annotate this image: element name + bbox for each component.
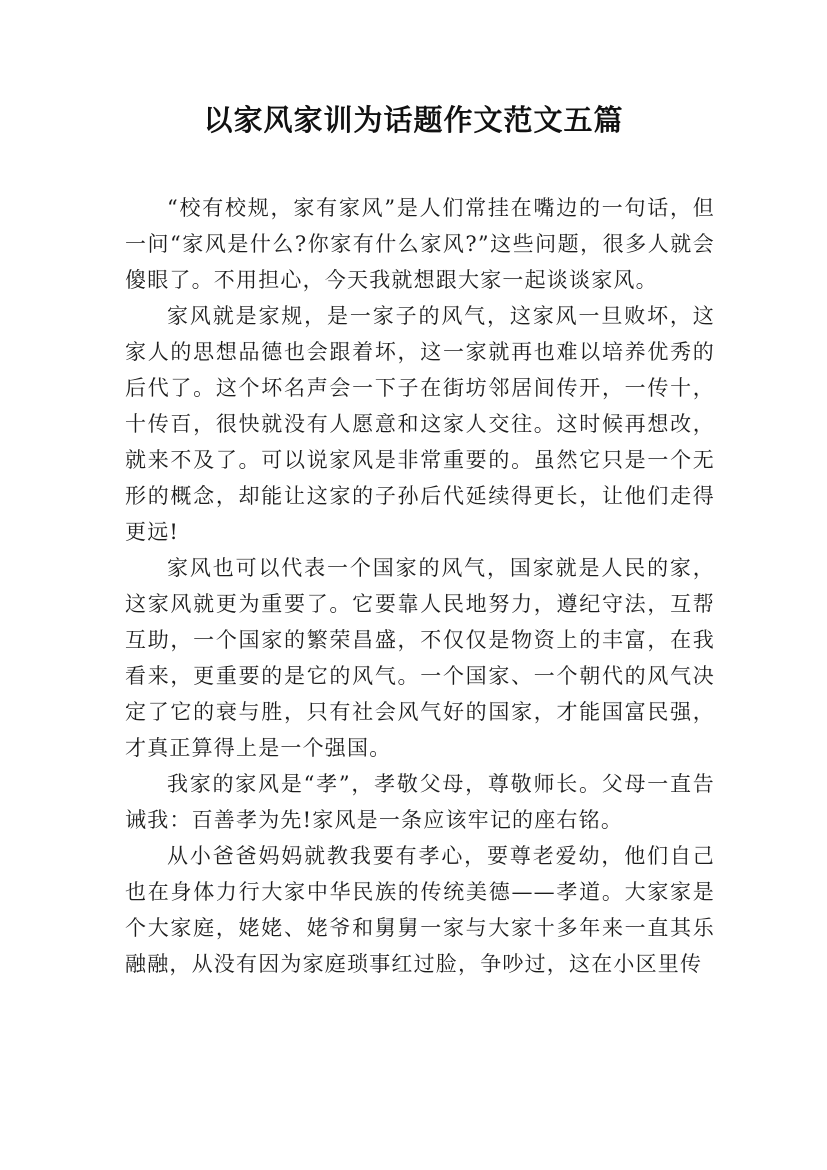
paragraph: 家风就是家规，是一家子的风气，这家风一旦败坏，这家人的思想品德也会跟着坏，这一家就再也难以培养优秀的后代了。这个坏名声会一下子在街坊邻居间传开，一传十，十传百，很快就没有人愿意和这家人交往。这时候再想改，就来不及了。可以说家风是非常重要的。虽然它只是一个无形的概念，却能让这家的子孙后代延续得更长，让他们走得更远! (125, 304, 715, 544)
paragraph: 从小爸爸妈妈就教我要有孝心，要尊老爱幼，他们自己也在身体力行大家中华民族的传统美德——孝道。大家家是个大家庭，姥姥、姥爷和舅舅一家与大家十多年来一直其乐融融，从没有因为家庭琐事红过脸，争吵过，这在小区里传 (125, 844, 715, 976)
paragraph: 我家的家风是“孝”，孝敬父母，尊敬师长。父母一直告诫我：百善孝为先!家风是一条应该牢记的座右铭。 (125, 772, 715, 832)
paragraph: 家风也可以代表一个国家的风气，国家就是人民的家，这家风就更为重要了。它要靠人民地努力，遵纪守法，互帮互助，一个国家的繁荣昌盛，不仅仅是物资上的丰富，在我看来，更重要的是它的风气。一个国家、一个朝代的风气决定了它的衰与胜，只有社会风气好的国家，才能国富民强，才真正算得上是一个强国。 (125, 556, 715, 760)
document-title: 以家风家训为话题作文范文五篇 (203, 103, 624, 137)
document-body (125, 190, 715, 982)
paragraph: “校有校规，家有家风”是人们常挂在嘴边的一句话，但一问“家风是什么?你家有什么家风?”这些问题，很多人就会傻眼了。不用担心，今天我就想跟大家一起谈谈家风。 (125, 196, 715, 292)
